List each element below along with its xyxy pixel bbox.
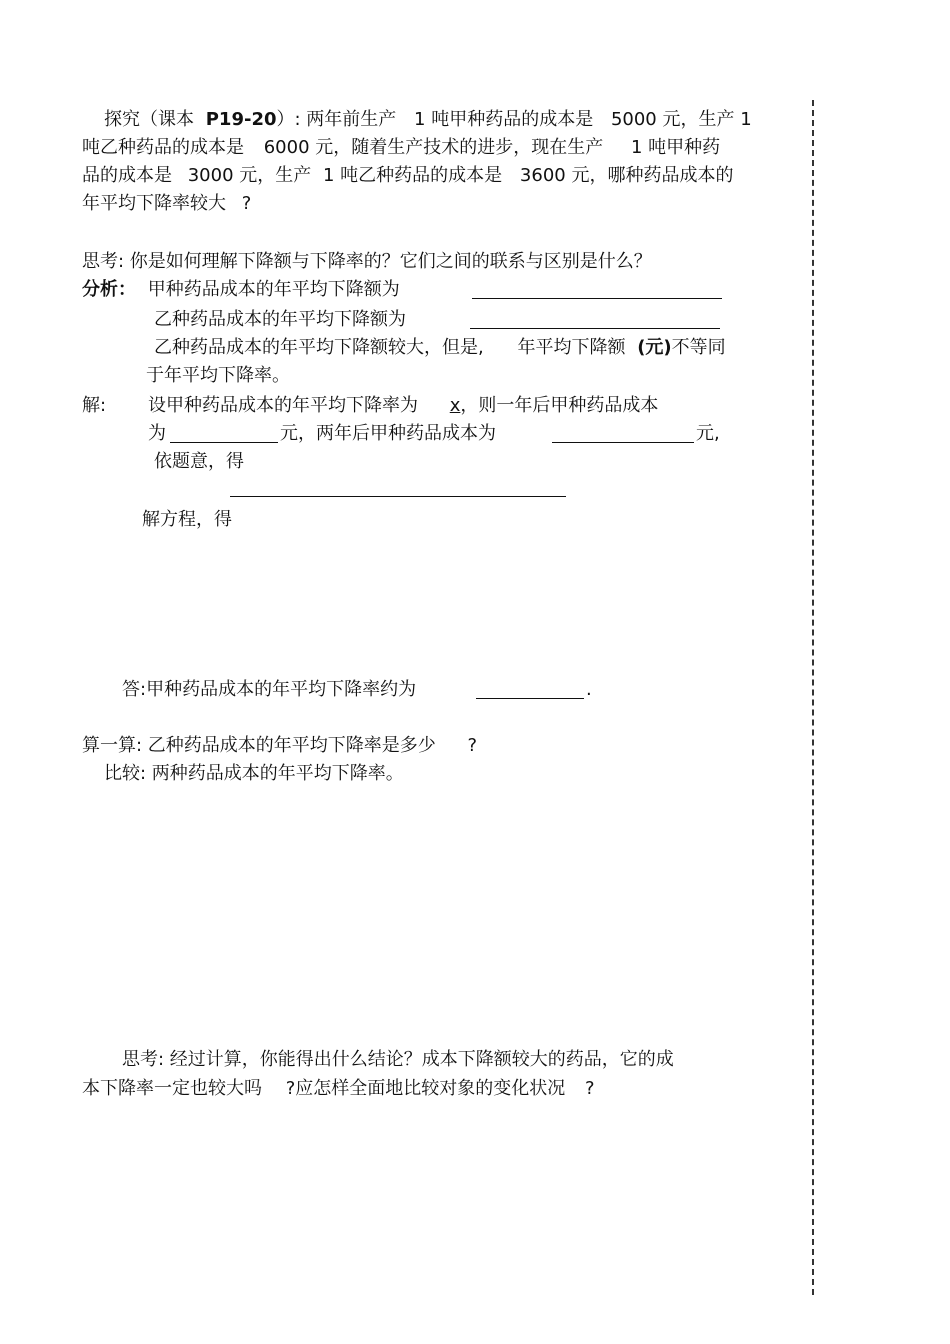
think-text: ?应怎样全面地比较对象的变化状况 [285, 1078, 566, 1099]
explore-text: 3000 元，生产 [187, 165, 312, 186]
answer-period: . [586, 679, 592, 700]
solution-line-2-end: 元, [696, 423, 720, 444]
solution-line-4: 解方程，得 [142, 509, 232, 530]
analysis-text: 甲种药品成本的年平均下降额为 [147, 279, 400, 300]
solution-label: 解: [82, 395, 107, 416]
think-text: ? [585, 1078, 595, 1099]
explore-text: 6000 元，随着生产技术的进步，现在生产 [263, 137, 604, 158]
explore-line-4 [82, 192, 251, 216]
explore-text: 年平均下降率较大 [82, 193, 226, 214]
blank-equation[interactable] [230, 496, 566, 497]
calc-text: ? [467, 735, 478, 756]
explore-text: 1 [740, 109, 752, 130]
binding-dashed-line [812, 100, 814, 1295]
explore-line-2 [82, 136, 720, 160]
analysis-line-4: 于年平均下降率。 [146, 365, 290, 386]
explore-text: 吨乙种药品的成本是 [82, 137, 244, 158]
blank-answer-rate[interactable] [476, 698, 584, 699]
analysis-line-1 [82, 278, 400, 302]
analysis-line-3 [154, 336, 726, 360]
analysis-label: 分析： [82, 279, 136, 300]
explore-line-1 [104, 108, 752, 132]
solution-line-1 [148, 394, 658, 418]
variable-x: x [449, 395, 461, 416]
blank-cost-after-one-year[interactable] [170, 442, 278, 443]
think-text: 本下降率一定也较大吗 [82, 1078, 262, 1099]
solution-line-3: 依题意，得 [154, 451, 244, 472]
think-question-2-line-2 [82, 1077, 595, 1101]
solution-text: 设甲种药品成本的年平均下降率为 [148, 395, 418, 416]
explore-text: 5000 元，生产 [610, 109, 735, 130]
explore-text: 1 吨乙种药品的成本是 [323, 165, 503, 186]
explore-text: 品的成本是 [82, 165, 172, 186]
analysis-text: 年平均下降额 [517, 337, 626, 358]
think-question-2-line-1: 思考: 经过计算，你能得出什么结论？成本下降额较大的药品，它的成 [122, 1049, 674, 1070]
explore-text: ）: 两年前生产 [276, 109, 397, 130]
solution-line-2-start: 为 [148, 423, 166, 444]
solution-text: ，则一年后甲种药品成本 [460, 395, 659, 416]
explore-text: 3600 元，哪种药品成本的 [519, 165, 734, 186]
analysis-text: 乙种药品成本的年平均下降额较大，但是, [154, 337, 484, 358]
explore-text: 探究（课本 [104, 109, 194, 130]
answer-text: 答:甲种药品成本的年平均下降率约为 [122, 679, 417, 700]
compare-question: 比较: 两种药品成本的年平均下降率。 [104, 763, 404, 784]
explore-text: 1 吨甲种药品的成本是 [414, 109, 594, 130]
think-question-1: 思考: 你是如何理解下降额与下降率的？它们之间的联系与区别是什么？ [82, 251, 652, 272]
calc-question [82, 734, 477, 758]
calc-text: 算一算: 乙种药品成本的年平均下降率是多少 [82, 735, 436, 756]
textbook-pages: P19-20 [205, 109, 277, 130]
explore-text: 1 吨甲种药 [631, 137, 721, 158]
blank-yi-decrease-amount[interactable] [470, 328, 720, 329]
unit-yuan: (元) [637, 337, 672, 358]
analysis-line-2: 乙种药品成本的年平均下降额为 [154, 309, 406, 330]
analysis-text: 不等同 [671, 337, 726, 358]
blank-cost-after-two-years[interactable] [552, 442, 694, 443]
explore-text: ? [241, 193, 252, 214]
blank-jia-decrease-amount[interactable] [472, 298, 722, 299]
explore-line-3 [82, 164, 733, 188]
solution-line-2-mid: 元，两年后甲种药品成本为 [280, 423, 496, 444]
